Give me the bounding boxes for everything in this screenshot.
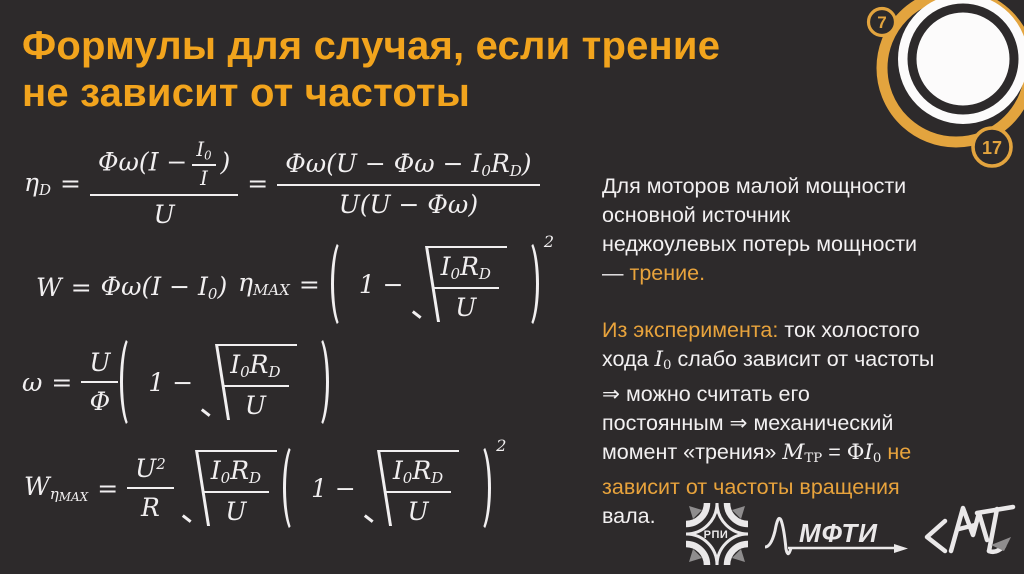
fraction [90, 138, 238, 229]
formula-w-eta-max [24, 436, 507, 534]
page-title [22, 23, 720, 117]
math-token: Φ [846, 439, 865, 465]
corner-circles-decoration [849, 0, 1024, 195]
numerator: Φω(U − Φω − I0RD) [277, 149, 539, 186]
fraction [277, 149, 539, 219]
radical-sign [412, 246, 428, 322]
left-paren [283, 442, 306, 534]
math-token: 1 − [358, 269, 404, 299]
radical [182, 450, 277, 526]
right-paren [468, 442, 491, 534]
exponent: 2 [543, 232, 555, 251]
mipt-label: МФТИ [799, 518, 878, 548]
equals-sign: = [247, 169, 269, 199]
fraction: $\frac{I0RD}{U}$ [433, 252, 499, 322]
formula-w [36, 272, 227, 303]
gray-wedge [991, 537, 1011, 551]
body-text [602, 172, 1014, 531]
fraction: $\frac{I0RD}{U}$ [385, 456, 451, 526]
fraction: $\frac{I0RD}{U}$ [222, 350, 288, 420]
equals-sign: = [70, 273, 92, 303]
skat-logo [915, 495, 1020, 567]
highlight-experiment: Из эксперимента: [602, 318, 779, 342]
denominator: U [153, 200, 175, 230]
text-line: постоянным ⇒ механический [602, 410, 894, 435]
numerator: Φω(I − $\frac{I0}{I}$ ) [90, 138, 238, 196]
radical-sign [182, 450, 198, 526]
exponent: 2 [496, 436, 507, 455]
math-token: ηMAX [238, 268, 290, 300]
parenthesized-group [331, 238, 539, 330]
math-token: I [864, 439, 873, 465]
title-line-1: Формулы для случая, если трение [22, 24, 721, 68]
math-token: 1 − [311, 473, 356, 503]
fraction: $\frac{U^2}{R}$ [127, 454, 174, 522]
svg-text:17: 17 [981, 138, 1003, 158]
text-line: неджоулевых потерь мощности [602, 232, 918, 256]
equals-sign: = [60, 169, 81, 199]
highlight-independence: не [881, 439, 912, 464]
math-token: ηD [24, 168, 52, 200]
rpi-logo [686, 503, 748, 565]
left-paren [331, 238, 354, 330]
math-token: 1 − [148, 367, 194, 397]
denominator: U(U − Φω) [338, 189, 479, 219]
white-disc [898, 0, 1024, 124]
rpi-label: РПИ [703, 529, 729, 541]
text-line: момент «трения» MТР = ΦI0 не [602, 439, 912, 466]
equals-sign: = [298, 269, 320, 299]
radical [364, 450, 459, 526]
equals-sign: = [97, 473, 119, 503]
pulse-waveform [765, 518, 791, 553]
mipt-logo [763, 505, 915, 560]
math-token: W [36, 273, 62, 303]
math-token: I [654, 347, 663, 372]
highlight-friction: трение. [629, 261, 706, 285]
right-paren [306, 334, 329, 430]
text-line: хода I0 слабо зависит от частоты [602, 347, 935, 373]
slide-number-badge-17 [973, 128, 1011, 166]
parenthesized-group [283, 442, 491, 534]
fraction: $\frac{U}{\Phi}$ [81, 348, 118, 416]
math-token: ω [22, 367, 43, 397]
math-token: Φω(I − I0) [100, 272, 228, 304]
text-line: вала. [602, 503, 656, 528]
formula-omega [22, 334, 331, 430]
radical-sign [201, 344, 217, 420]
equals-sign: = [51, 367, 73, 397]
math-token: M [782, 439, 805, 465]
left-paren [120, 334, 143, 430]
right-paren [516, 238, 539, 330]
text-line: ⇒ можно считать его [602, 381, 810, 406]
radical [412, 246, 507, 322]
parenthesized-group [120, 334, 328, 430]
radical [201, 344, 296, 420]
title-line-2: не зависит от частоты [22, 71, 471, 115]
text-line: основной источник [602, 203, 791, 227]
text-line: — трение. [602, 261, 706, 285]
formula-eta-d [24, 138, 540, 229]
arrow-head [894, 544, 908, 553]
math-token: WηMAX [24, 472, 89, 504]
highlight-independence: зависит от частоты вращения [602, 474, 900, 499]
slide-number-badge-7 [869, 9, 896, 36]
inner-fraction: $\frac{I0}{I}$ [192, 138, 215, 190]
formula-eta-max [238, 232, 555, 330]
fraction: $\frac{I0RD}{U}$ [203, 456, 269, 526]
svg-text:7: 7 [877, 13, 887, 32]
radical-sign [364, 450, 380, 526]
text-line: Для моторов малой мощности [602, 174, 907, 198]
text-line: Из эксперимента: ток холостого [602, 318, 920, 342]
